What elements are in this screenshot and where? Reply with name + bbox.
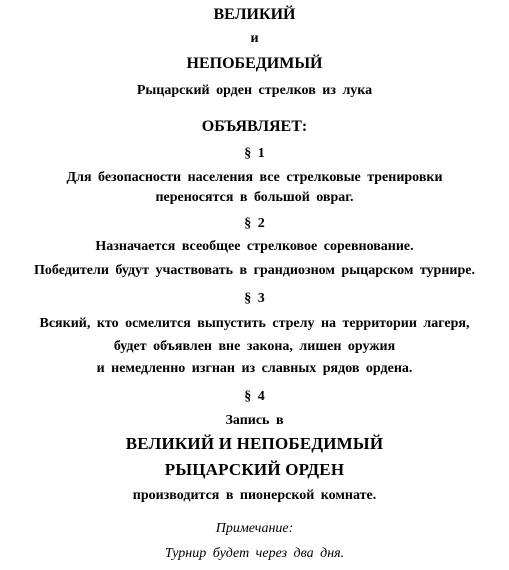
section-text-line: Победители будут участвовать в грандиозном рыцарском турнире. [34,263,475,278]
section-text-line: и немедленно изгнан из славных рядов ордена. [96,361,413,376]
section-mark: § 3 [244,291,265,306]
announces-heading: ОБЪЯВЛЯЕТ: [201,118,308,135]
section-text-line: Назначается всеобщее стрелковое соревнование. [95,239,414,254]
order-name-line-2: РЫЦАРСКИЙ ОРДЕН [164,460,345,479]
section-text-line: производится в пионерской комнате. [132,488,377,503]
title-line-1: ВЕЛИКИЙ [213,6,296,23]
title-line-3: НЕПОБЕДИМЫЙ [186,55,323,72]
section-text-line: Всякий, кто осмелится выпустить стрелу на территории лагеря, [39,316,470,331]
section-mark: § 1 [244,146,265,161]
section-mark: § 4 [244,389,265,404]
section-text-line: Для безопасности населения все стрелковые тренировки [66,170,443,185]
note-label: Примечание: [215,521,294,536]
section-mark: § 2 [244,216,265,231]
section-text-line: переносятся в большой овраг. [155,190,354,205]
note-text: Турнир будет через два дня. [164,546,345,561]
title-line-2: и [250,31,259,46]
order-name-line-1: ВЕЛИКИЙ И НЕПОБЕДИМЫЙ [125,434,384,453]
section-text-line: Запись в [225,413,284,428]
order-subtitle: Рыцарский орден стрелков из лука [136,83,373,98]
section-text-line: будет объявлен вне закона, лишен оружия [113,339,396,354]
